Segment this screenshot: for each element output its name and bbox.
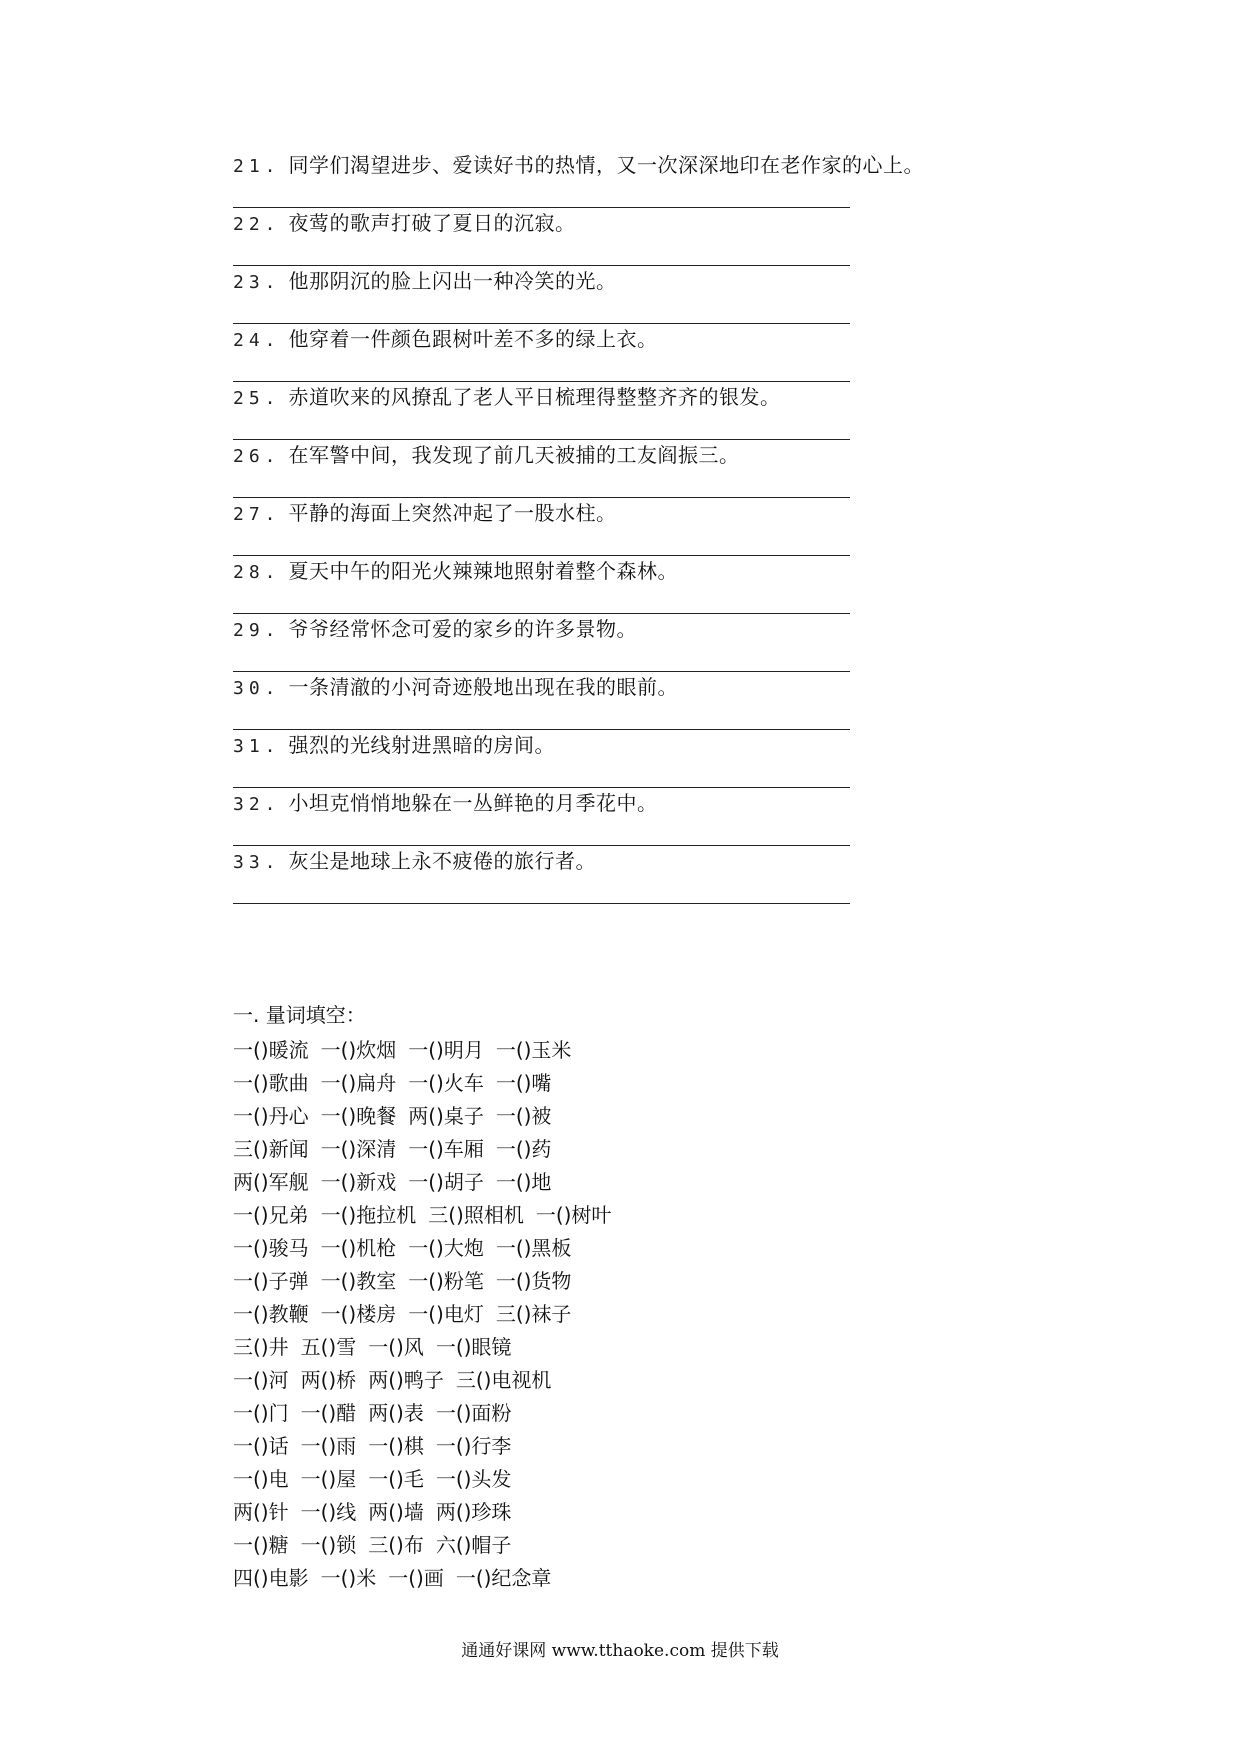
measure-word-blank[interactable]: 一()晚餐 bbox=[320, 1104, 397, 1128]
measure-word-row bbox=[233, 1232, 611, 1265]
measure-word-blank[interactable]: 一()深清 bbox=[320, 1137, 397, 1161]
measure-word-blank[interactable]: 三()井 bbox=[233, 1335, 289, 1359]
measure-word-grid bbox=[233, 1034, 611, 1595]
measure-word-blank[interactable]: 一()河 bbox=[233, 1368, 289, 1392]
measure-word-blank[interactable]: 一()地 bbox=[495, 1170, 552, 1194]
exercise-sentence bbox=[233, 790, 853, 818]
answer-line[interactable] bbox=[233, 671, 850, 672]
exercise-sentence bbox=[233, 500, 853, 528]
measure-word-blank[interactable]: 一()糖 bbox=[233, 1533, 289, 1557]
measure-word-blank[interactable]: 一()电灯 bbox=[408, 1302, 484, 1326]
measure-word-row bbox=[233, 1496, 611, 1529]
exercise-text: 爷爷经常怀念可爱的家乡的许多景物。 bbox=[288, 617, 638, 641]
exercise-sentence bbox=[233, 210, 853, 238]
exercise-sentence bbox=[233, 674, 853, 702]
measure-word-blank[interactable]: 一()胡子 bbox=[408, 1170, 484, 1194]
exercise-item bbox=[233, 848, 853, 876]
answer-line[interactable] bbox=[233, 555, 850, 556]
answer-line[interactable] bbox=[233, 439, 850, 440]
measure-word-blank[interactable]: 一()线 bbox=[300, 1500, 357, 1524]
measure-word-blank[interactable]: 一()大炮 bbox=[408, 1236, 484, 1260]
exercise-number: 22. bbox=[233, 214, 281, 235]
exercise-item bbox=[233, 732, 853, 760]
measure-word-blank[interactable]: 一()粉笔 bbox=[408, 1269, 484, 1293]
exercise-number: 21. bbox=[233, 156, 281, 177]
exercise-text: 他穿着一件颜色跟树叶差不多的绿上衣。 bbox=[288, 327, 658, 351]
exercise-number: 23. bbox=[233, 272, 281, 293]
exercise-item bbox=[233, 500, 853, 528]
measure-word-blank[interactable]: 五()雪 bbox=[300, 1335, 357, 1359]
measure-word-blank[interactable]: 一()树叶 bbox=[535, 1203, 612, 1227]
measure-word-blank[interactable]: 一()骏马 bbox=[233, 1236, 309, 1260]
exercise-item bbox=[233, 616, 853, 644]
measure-word-blank[interactable]: 两()珍珠 bbox=[435, 1500, 512, 1524]
measure-word-blank[interactable]: 一()新戏 bbox=[320, 1170, 397, 1194]
measure-word-blank[interactable]: 一()米 bbox=[320, 1566, 377, 1590]
measure-word-blank[interactable]: 两()针 bbox=[233, 1500, 289, 1524]
measure-word-blank[interactable]: 两()表 bbox=[368, 1401, 424, 1425]
answer-line[interactable] bbox=[233, 613, 850, 614]
measure-word-blank[interactable]: 一()雨 bbox=[300, 1434, 357, 1458]
measure-word-blank[interactable]: 一()屋 bbox=[300, 1467, 357, 1491]
measure-word-row bbox=[233, 1463, 611, 1496]
exercise-sentence bbox=[233, 268, 853, 296]
measure-word-blank[interactable]: 一()棋 bbox=[368, 1434, 424, 1458]
exercise-number: 28. bbox=[233, 562, 281, 583]
measure-word-blank[interactable]: 一()锁 bbox=[300, 1533, 357, 1557]
measure-word-row bbox=[233, 1265, 611, 1298]
exercise-number: 26. bbox=[233, 446, 281, 467]
measure-word-row bbox=[233, 1562, 611, 1595]
measure-word-blank[interactable]: 一()话 bbox=[233, 1434, 289, 1458]
exercise-item bbox=[233, 384, 853, 412]
exercise-sentence bbox=[233, 732, 853, 760]
exercise-sentence bbox=[233, 616, 853, 644]
measure-word-blank[interactable]: 一()药 bbox=[495, 1137, 552, 1161]
measure-word-row bbox=[233, 1199, 611, 1232]
answer-line[interactable] bbox=[233, 381, 850, 382]
measure-word-blank[interactable]: 一()被 bbox=[495, 1104, 552, 1128]
measure-word-row bbox=[233, 1364, 611, 1397]
measure-word-blank[interactable]: 三()电视机 bbox=[455, 1368, 552, 1392]
exercise-item bbox=[233, 326, 853, 354]
measure-word-blank[interactable]: 一()丹心 bbox=[233, 1104, 309, 1128]
measure-word-blank[interactable]: 一()兄弟 bbox=[233, 1203, 309, 1227]
exercise-sentence bbox=[233, 384, 853, 412]
exercise-item bbox=[233, 674, 853, 702]
measure-word-row bbox=[233, 1034, 611, 1067]
measure-word-blank[interactable]: 两()墙 bbox=[368, 1500, 424, 1524]
measure-word-blank[interactable]: 一()行李 bbox=[435, 1434, 512, 1458]
measure-word-row bbox=[233, 1166, 611, 1199]
exercise-text: 一条清澈的小河奇迹般地出现在我的眼前。 bbox=[288, 675, 679, 699]
measure-word-blank[interactable]: 三()照相机 bbox=[428, 1203, 524, 1227]
exercise-text: 小坦克悄悄地躲在一丛鲜艳的月季花中。 bbox=[288, 791, 658, 815]
exercise-text: 他那阴沉的脸上闪出一种冷笑的光。 bbox=[288, 269, 617, 293]
measure-word-blank[interactable]: 三()新闻 bbox=[233, 1137, 309, 1161]
footer-text: 通通好课网 www.tthaoke.com 提供下载 bbox=[461, 1641, 779, 1661]
exercise-number: 32. bbox=[233, 794, 281, 815]
measure-word-blank[interactable]: 三()袜子 bbox=[495, 1302, 572, 1326]
measure-word-blank[interactable]: 一()教室 bbox=[320, 1269, 397, 1293]
measure-word-row bbox=[233, 1430, 611, 1463]
measure-word-blank[interactable]: 六()帽子 bbox=[435, 1533, 512, 1557]
exercise-sentence bbox=[233, 152, 925, 180]
measure-word-row bbox=[233, 1067, 611, 1100]
measure-word-blank[interactable]: 一()面粉 bbox=[435, 1401, 512, 1425]
exercise-number: 30. bbox=[233, 678, 281, 699]
measure-word-blank[interactable]: 一()火车 bbox=[408, 1071, 484, 1095]
answer-line[interactable] bbox=[233, 207, 850, 208]
measure-word-blank[interactable]: 两()桥 bbox=[300, 1368, 357, 1392]
exercise-text: 平静的海面上突然冲起了一股水柱。 bbox=[288, 501, 617, 525]
measure-word-blank[interactable]: 两()桌子 bbox=[408, 1104, 484, 1128]
measure-word-blank[interactable]: 一()醋 bbox=[300, 1401, 357, 1425]
answer-line[interactable] bbox=[233, 265, 850, 266]
measure-word-blank[interactable]: 一()门 bbox=[233, 1401, 289, 1425]
measure-word-blank[interactable]: 一()嘴 bbox=[495, 1071, 552, 1095]
measure-word-row bbox=[233, 1298, 611, 1331]
exercise-text: 夜莺的歌声打破了夏日的沉寂。 bbox=[288, 211, 576, 235]
measure-word-row bbox=[233, 1397, 611, 1430]
measure-word-blank[interactable]: 一()暖流 bbox=[233, 1038, 309, 1062]
exercise-text: 赤道吹来的风撩乱了老人平日梳理得整整齐齐的银发。 bbox=[288, 385, 781, 409]
section-title: 一. 量词填空： bbox=[233, 1003, 366, 1027]
answer-line[interactable] bbox=[233, 729, 850, 730]
measure-word-blank[interactable]: 一()黑板 bbox=[495, 1236, 572, 1260]
measure-word-blank[interactable]: 一()电 bbox=[233, 1467, 289, 1491]
measure-word-blank[interactable]: 一()毛 bbox=[368, 1467, 424, 1491]
measure-word-row bbox=[233, 1331, 611, 1364]
exercise-item bbox=[233, 790, 853, 818]
measure-word-blank[interactable]: 一()玉米 bbox=[495, 1038, 572, 1062]
measure-word-blank[interactable]: 四()电影 bbox=[233, 1566, 309, 1590]
measure-word-blank[interactable]: 一()扁舟 bbox=[320, 1071, 397, 1095]
measure-word-blank[interactable]: 一()炊烟 bbox=[320, 1038, 397, 1062]
measure-word-blank[interactable]: 一()眼镜 bbox=[435, 1335, 512, 1359]
answer-line[interactable] bbox=[233, 787, 850, 788]
answer-line[interactable] bbox=[233, 903, 850, 904]
exercise-number: 24. bbox=[233, 330, 281, 351]
exercise-item bbox=[233, 558, 853, 586]
measure-word-blank[interactable]: 一()子弹 bbox=[233, 1269, 309, 1293]
measure-word-row bbox=[233, 1133, 611, 1166]
measure-word-blank[interactable]: 一()头发 bbox=[435, 1467, 512, 1491]
answer-line[interactable] bbox=[233, 323, 850, 324]
measure-word-blank[interactable]: 一()纪念章 bbox=[455, 1566, 552, 1590]
measure-word-row bbox=[233, 1100, 611, 1133]
exercise-text: 强烈的光线射进黑暗的房间。 bbox=[288, 733, 556, 757]
measure-word-blank[interactable]: 一()明月 bbox=[408, 1038, 484, 1062]
measure-word-blank[interactable]: 两()军舰 bbox=[233, 1170, 309, 1194]
measure-word-blank[interactable]: 一()机枪 bbox=[320, 1236, 397, 1260]
exercise-item bbox=[233, 442, 853, 470]
exercise-sentence bbox=[233, 848, 853, 876]
exercise-sentence bbox=[233, 326, 853, 354]
exercise-text: 夏天中午的阳光火辣辣地照射着整个森林。 bbox=[288, 559, 679, 583]
exercise-text: 在军警中间，我发现了前几天被捕的工友阎振三。 bbox=[288, 443, 740, 467]
exercise-sentence bbox=[233, 442, 853, 470]
exercise-sentence bbox=[233, 558, 853, 586]
measure-word-blank[interactable]: 一()教鞭 bbox=[233, 1302, 309, 1326]
exercise-number: 29. bbox=[233, 620, 281, 641]
exercise-item bbox=[233, 210, 853, 238]
measure-word-blank[interactable]: 一()风 bbox=[368, 1335, 424, 1359]
measure-word-blank[interactable]: 三()布 bbox=[368, 1533, 424, 1557]
measure-word-blank[interactable]: 一()拖拉机 bbox=[320, 1203, 417, 1227]
measure-word-blank[interactable]: 一()楼房 bbox=[320, 1302, 397, 1326]
measure-word-blank[interactable]: 一()车厢 bbox=[408, 1137, 484, 1161]
exercise-number: 33. bbox=[233, 852, 281, 873]
measure-word-row bbox=[233, 1529, 611, 1562]
exercise-number: 27. bbox=[233, 504, 281, 525]
measure-word-blank[interactable]: 两()鸭子 bbox=[368, 1368, 444, 1392]
exercise-text: 同学们渴望进步、爱读好书的热情，又一次深深地印在老作家的心上。 bbox=[288, 153, 925, 177]
exercise-item bbox=[233, 268, 853, 296]
measure-word-blank[interactable]: 一()货物 bbox=[495, 1269, 572, 1293]
answer-line[interactable] bbox=[233, 845, 850, 846]
measure-word-blank[interactable]: 一()画 bbox=[388, 1566, 444, 1590]
answer-line[interactable] bbox=[233, 497, 850, 498]
exercise-text: 灰尘是地球上永不疲倦的旅行者。 bbox=[288, 849, 597, 873]
exercise-number: 31. bbox=[233, 736, 281, 757]
exercise-item bbox=[233, 152, 925, 180]
measure-word-blank[interactable]: 一()歌曲 bbox=[233, 1071, 309, 1095]
exercise-number: 25. bbox=[233, 388, 281, 409]
